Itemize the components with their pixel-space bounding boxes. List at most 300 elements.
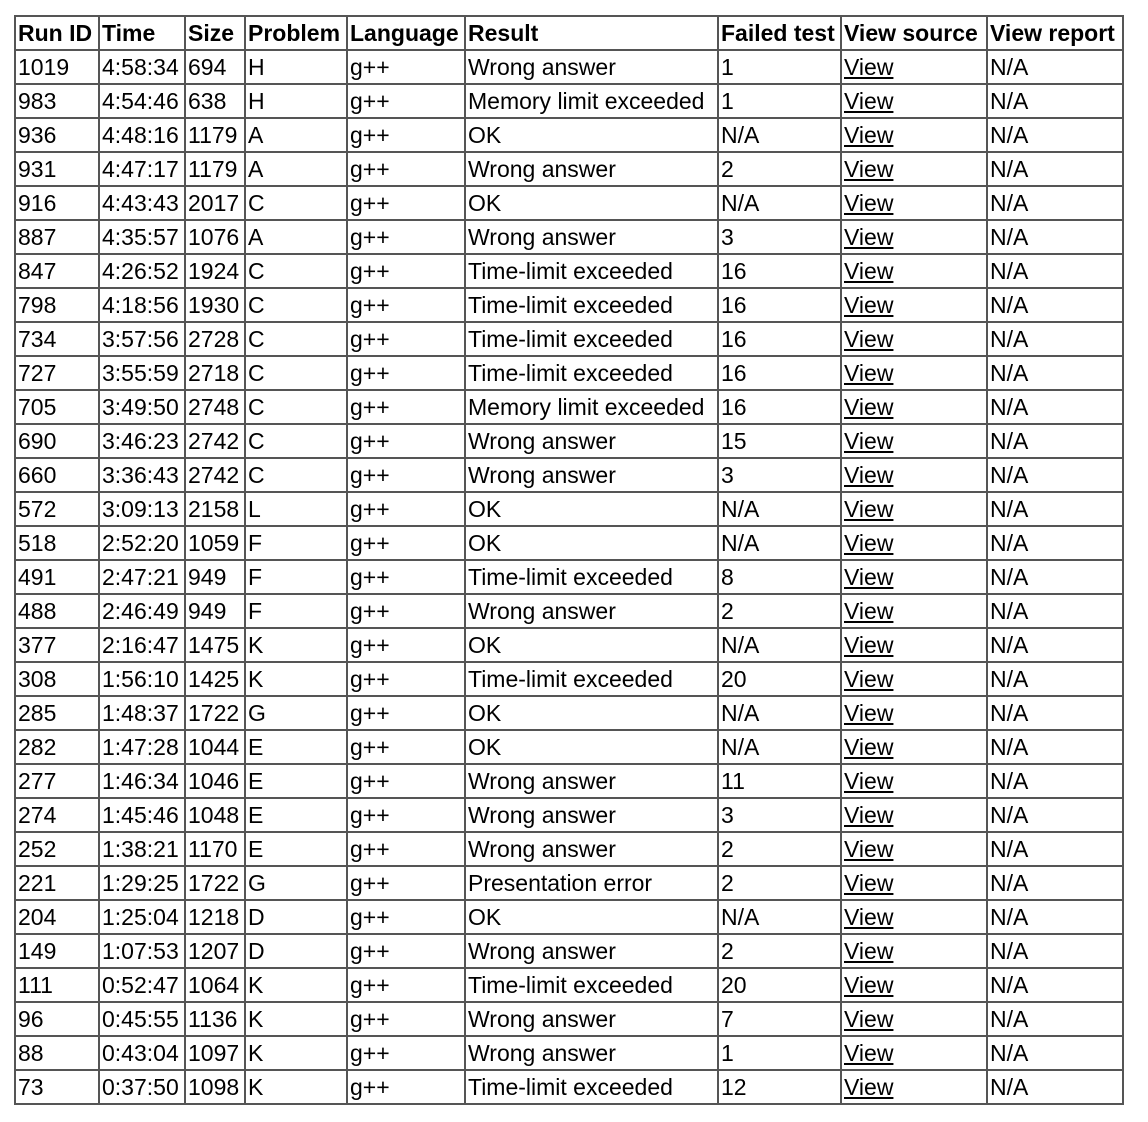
view-source-link[interactable]: View	[844, 1040, 894, 1066]
language-cell: g++	[347, 832, 465, 866]
size-cell: 1170	[185, 832, 245, 866]
header-row	[15, 16, 1123, 50]
table-row	[15, 560, 1123, 594]
size-cell: 1179	[185, 118, 245, 152]
problem-cell: C	[245, 254, 347, 288]
size-cell: 949	[185, 594, 245, 628]
view-source-cell	[841, 628, 987, 662]
table-header	[15, 16, 1123, 50]
view-source-link[interactable]: View	[844, 292, 894, 318]
time-cell: 3:09:13	[99, 492, 185, 526]
failed-test-cell: 16	[718, 390, 841, 424]
table-row	[15, 424, 1123, 458]
table-row	[15, 764, 1123, 798]
result-cell: Wrong answer	[465, 1002, 718, 1036]
failed-test-cell: 1	[718, 1036, 841, 1070]
failed-test-cell: N/A	[718, 492, 841, 526]
failed-test-cell: N/A	[718, 730, 841, 764]
table-row	[15, 900, 1123, 934]
language-cell: g++	[347, 424, 465, 458]
problem-cell: E	[245, 730, 347, 764]
time-cell: 1:56:10	[99, 662, 185, 696]
view-report-cell: N/A	[987, 628, 1123, 662]
result-cell: Wrong answer	[465, 458, 718, 492]
failed-test-cell: 3	[718, 220, 841, 254]
problem-cell: A	[245, 152, 347, 186]
language-cell: g++	[347, 526, 465, 560]
language-cell: g++	[347, 764, 465, 798]
size-cell: 2748	[185, 390, 245, 424]
failed-test-cell: 12	[718, 1070, 841, 1104]
view-source-cell	[841, 832, 987, 866]
run-id-cell: 518	[15, 526, 99, 560]
view-source-link[interactable]: View	[844, 632, 894, 658]
language-cell: g++	[347, 798, 465, 832]
table-row	[15, 390, 1123, 424]
run-id-cell: 488	[15, 594, 99, 628]
view-source-cell	[841, 526, 987, 560]
table-row	[15, 356, 1123, 390]
language-cell: g++	[347, 356, 465, 390]
header-result: Result	[465, 16, 718, 50]
problem-cell: G	[245, 696, 347, 730]
size-cell: 1218	[185, 900, 245, 934]
view-source-link[interactable]: View	[844, 190, 894, 216]
size-cell: 2742	[185, 424, 245, 458]
view-source-link[interactable]: View	[844, 1074, 894, 1100]
view-report-cell: N/A	[987, 458, 1123, 492]
run-id-cell: 798	[15, 288, 99, 322]
table-row	[15, 526, 1123, 560]
run-id-cell: 705	[15, 390, 99, 424]
language-cell: g++	[347, 866, 465, 900]
problem-cell: G	[245, 866, 347, 900]
view-source-link[interactable]: View	[844, 904, 894, 930]
result-cell: Presentation error	[465, 866, 718, 900]
table-row	[15, 118, 1123, 152]
size-cell: 2728	[185, 322, 245, 356]
time-cell: 1:45:46	[99, 798, 185, 832]
table-row	[15, 186, 1123, 220]
problem-cell: E	[245, 832, 347, 866]
result-cell: OK	[465, 186, 718, 220]
failed-test-cell: 8	[718, 560, 841, 594]
view-source-cell	[841, 356, 987, 390]
time-cell: 4:48:16	[99, 118, 185, 152]
run-id-cell: 734	[15, 322, 99, 356]
result-cell: Time-limit exceeded	[465, 356, 718, 390]
view-source-link[interactable]: View	[844, 156, 894, 182]
problem-cell: F	[245, 526, 347, 560]
time-cell: 1:25:04	[99, 900, 185, 934]
view-source-link[interactable]: View	[844, 1006, 894, 1032]
view-source-link[interactable]: View	[844, 836, 894, 862]
problem-cell: D	[245, 900, 347, 934]
language-cell: g++	[347, 288, 465, 322]
result-cell: Time-limit exceeded	[465, 322, 718, 356]
time-cell: 2:47:21	[99, 560, 185, 594]
failed-test-cell: N/A	[718, 526, 841, 560]
view-report-cell: N/A	[987, 730, 1123, 764]
language-cell: g++	[347, 50, 465, 84]
run-id-cell: 96	[15, 1002, 99, 1036]
failed-test-cell: 2	[718, 866, 841, 900]
language-cell: g++	[347, 560, 465, 594]
problem-cell: C	[245, 390, 347, 424]
run-id-cell: 1019	[15, 50, 99, 84]
language-cell: g++	[347, 390, 465, 424]
view-report-cell: N/A	[987, 900, 1123, 934]
language-cell: g++	[347, 1070, 465, 1104]
size-cell: 2742	[185, 458, 245, 492]
table-row	[15, 220, 1123, 254]
view-source-cell	[841, 1036, 987, 1070]
view-source-link[interactable]: View	[844, 88, 894, 114]
table-row	[15, 50, 1123, 84]
view-source-link[interactable]: View	[844, 666, 894, 692]
table-body	[15, 50, 1123, 1104]
run-id-cell: 491	[15, 560, 99, 594]
time-cell: 1:29:25	[99, 866, 185, 900]
time-cell: 4:54:46	[99, 84, 185, 118]
run-id-cell: 377	[15, 628, 99, 662]
failed-test-cell: N/A	[718, 118, 841, 152]
result-cell: OK	[465, 118, 718, 152]
problem-cell: C	[245, 322, 347, 356]
view-source-link[interactable]: View	[844, 700, 894, 726]
table-row	[15, 1002, 1123, 1036]
result-cell: Time-limit exceeded	[465, 254, 718, 288]
problem-cell: F	[245, 594, 347, 628]
view-report-cell: N/A	[987, 356, 1123, 390]
view-source-link[interactable]: View	[844, 360, 894, 386]
view-source-cell	[841, 1002, 987, 1036]
view-source-link[interactable]: View	[844, 938, 894, 964]
run-id-cell: 277	[15, 764, 99, 798]
view-source-cell	[841, 900, 987, 934]
view-source-cell	[841, 50, 987, 84]
language-cell: g++	[347, 254, 465, 288]
view-source-link[interactable]: View	[844, 734, 894, 760]
view-report-cell: N/A	[987, 288, 1123, 322]
result-cell: Wrong answer	[465, 832, 718, 866]
view-report-cell: N/A	[987, 152, 1123, 186]
problem-cell: A	[245, 118, 347, 152]
view-report-cell: N/A	[987, 560, 1123, 594]
view-report-cell: N/A	[987, 220, 1123, 254]
view-source-link[interactable]: View	[844, 326, 894, 352]
language-cell: g++	[347, 84, 465, 118]
view-report-cell: N/A	[987, 968, 1123, 1002]
failed-test-cell: 20	[718, 968, 841, 1002]
size-cell: 1046	[185, 764, 245, 798]
result-cell: Wrong answer	[465, 220, 718, 254]
language-cell: g++	[347, 186, 465, 220]
view-source-link[interactable]: View	[844, 428, 894, 454]
language-cell: g++	[347, 968, 465, 1002]
time-cell: 1:38:21	[99, 832, 185, 866]
run-id-cell: 916	[15, 186, 99, 220]
time-cell: 2:52:20	[99, 526, 185, 560]
view-source-cell	[841, 696, 987, 730]
failed-test-cell: 7	[718, 1002, 841, 1036]
failed-test-cell: 20	[718, 662, 841, 696]
header-view-report: View report	[987, 16, 1123, 50]
view-source-link[interactable]: View	[844, 496, 894, 522]
language-cell: g++	[347, 900, 465, 934]
time-cell: 0:43:04	[99, 1036, 185, 1070]
view-report-cell: N/A	[987, 424, 1123, 458]
time-cell: 3:49:50	[99, 390, 185, 424]
size-cell: 1425	[185, 662, 245, 696]
view-report-cell: N/A	[987, 254, 1123, 288]
view-source-link[interactable]: View	[844, 258, 894, 284]
header-view-source: View source	[841, 16, 987, 50]
result-cell: Wrong answer	[465, 934, 718, 968]
failed-test-cell: 16	[718, 356, 841, 390]
table-row	[15, 288, 1123, 322]
size-cell: 1076	[185, 220, 245, 254]
table-row	[15, 84, 1123, 118]
view-report-cell: N/A	[987, 1002, 1123, 1036]
table-row	[15, 730, 1123, 764]
problem-cell: E	[245, 798, 347, 832]
view-report-cell: N/A	[987, 696, 1123, 730]
language-cell: g++	[347, 152, 465, 186]
view-source-link[interactable]: View	[844, 462, 894, 488]
header-time: Time	[99, 16, 185, 50]
result-cell: Time-limit exceeded	[465, 288, 718, 322]
run-id-cell: 847	[15, 254, 99, 288]
problem-cell: D	[245, 934, 347, 968]
size-cell: 1179	[185, 152, 245, 186]
view-source-link[interactable]: View	[844, 972, 894, 998]
table-row	[15, 458, 1123, 492]
table-row	[15, 628, 1123, 662]
size-cell: 2158	[185, 492, 245, 526]
header-size: Size	[185, 16, 245, 50]
run-id-cell: 983	[15, 84, 99, 118]
failed-test-cell: 3	[718, 798, 841, 832]
problem-cell: K	[245, 1070, 347, 1104]
header-language: Language	[347, 16, 465, 50]
problem-cell: C	[245, 288, 347, 322]
table-row	[15, 152, 1123, 186]
size-cell: 1064	[185, 968, 245, 1002]
view-report-cell: N/A	[987, 1036, 1123, 1070]
view-source-cell	[841, 288, 987, 322]
failed-test-cell: 16	[718, 254, 841, 288]
failed-test-cell: N/A	[718, 696, 841, 730]
size-cell: 1136	[185, 1002, 245, 1036]
view-report-cell: N/A	[987, 322, 1123, 356]
result-cell: OK	[465, 900, 718, 934]
table-row	[15, 1070, 1123, 1104]
result-cell: Memory limit exceeded	[465, 390, 718, 424]
view-report-cell: N/A	[987, 186, 1123, 220]
view-report-cell: N/A	[987, 526, 1123, 560]
view-report-cell: N/A	[987, 84, 1123, 118]
time-cell: 1:07:53	[99, 934, 185, 968]
language-cell: g++	[347, 594, 465, 628]
problem-cell: L	[245, 492, 347, 526]
view-source-link[interactable]: View	[844, 54, 894, 80]
size-cell: 1207	[185, 934, 245, 968]
table-row	[15, 866, 1123, 900]
table-row	[15, 1036, 1123, 1070]
view-source-link[interactable]: View	[844, 394, 894, 420]
language-cell: g++	[347, 730, 465, 764]
view-source-link[interactable]: View	[844, 802, 894, 828]
submissions-table	[14, 15, 1124, 1105]
run-id-cell: 111	[15, 968, 99, 1002]
table-row	[15, 254, 1123, 288]
run-id-cell: 73	[15, 1070, 99, 1104]
view-source-cell	[841, 118, 987, 152]
run-id-cell: 88	[15, 1036, 99, 1070]
table-row	[15, 968, 1123, 1002]
time-cell: 0:45:55	[99, 1002, 185, 1036]
result-cell: Wrong answer	[465, 1036, 718, 1070]
result-cell: OK	[465, 492, 718, 526]
time-cell: 4:35:57	[99, 220, 185, 254]
view-source-link[interactable]: View	[844, 122, 894, 148]
language-cell: g++	[347, 696, 465, 730]
view-source-link[interactable]: View	[844, 530, 894, 556]
time-cell: 3:57:56	[99, 322, 185, 356]
time-cell: 1:47:28	[99, 730, 185, 764]
view-report-cell: N/A	[987, 866, 1123, 900]
view-source-cell	[841, 186, 987, 220]
view-source-cell	[841, 866, 987, 900]
result-cell: Wrong answer	[465, 798, 718, 832]
failed-test-cell: N/A	[718, 900, 841, 934]
failed-test-cell: 1	[718, 50, 841, 84]
result-cell: OK	[465, 730, 718, 764]
problem-cell: K	[245, 1036, 347, 1070]
run-id-cell: 887	[15, 220, 99, 254]
view-source-link[interactable]: View	[844, 768, 894, 794]
language-cell: g++	[347, 1002, 465, 1036]
result-cell: Time-limit exceeded	[465, 1070, 718, 1104]
time-cell: 1:46:34	[99, 764, 185, 798]
view-report-cell: N/A	[987, 798, 1123, 832]
run-id-cell: 252	[15, 832, 99, 866]
problem-cell: E	[245, 764, 347, 798]
view-report-cell: N/A	[987, 764, 1123, 798]
view-source-link[interactable]: View	[844, 224, 894, 250]
language-cell: g++	[347, 1036, 465, 1070]
language-cell: g++	[347, 628, 465, 662]
run-id-cell: 149	[15, 934, 99, 968]
view-source-cell	[841, 730, 987, 764]
run-id-cell: 931	[15, 152, 99, 186]
run-id-cell: 204	[15, 900, 99, 934]
size-cell: 1930	[185, 288, 245, 322]
result-cell: Time-limit exceeded	[465, 968, 718, 1002]
view-report-cell: N/A	[987, 1070, 1123, 1104]
view-source-cell	[841, 560, 987, 594]
time-cell: 0:37:50	[99, 1070, 185, 1104]
size-cell: 2718	[185, 356, 245, 390]
table-row	[15, 492, 1123, 526]
size-cell: 638	[185, 84, 245, 118]
time-cell: 2:16:47	[99, 628, 185, 662]
result-cell: Time-limit exceeded	[465, 662, 718, 696]
problem-cell: K	[245, 628, 347, 662]
failed-test-cell: 2	[718, 152, 841, 186]
time-cell: 0:52:47	[99, 968, 185, 1002]
view-report-cell: N/A	[987, 662, 1123, 696]
table-row	[15, 934, 1123, 968]
view-source-cell	[841, 1070, 987, 1104]
problem-cell: C	[245, 356, 347, 390]
view-report-cell: N/A	[987, 390, 1123, 424]
view-report-cell: N/A	[987, 832, 1123, 866]
view-report-cell: N/A	[987, 492, 1123, 526]
header-run-id: Run ID	[15, 16, 99, 50]
size-cell: 1722	[185, 696, 245, 730]
view-report-cell: N/A	[987, 934, 1123, 968]
failed-test-cell: 2	[718, 832, 841, 866]
failed-test-cell: 16	[718, 322, 841, 356]
run-id-cell: 936	[15, 118, 99, 152]
view-source-cell	[841, 764, 987, 798]
problem-cell: K	[245, 662, 347, 696]
view-source-link[interactable]: View	[844, 870, 894, 896]
view-source-cell	[841, 492, 987, 526]
size-cell: 694	[185, 50, 245, 84]
failed-test-cell: 2	[718, 934, 841, 968]
view-report-cell: N/A	[987, 118, 1123, 152]
failed-test-cell: 16	[718, 288, 841, 322]
result-cell: Wrong answer	[465, 594, 718, 628]
run-id-cell: 727	[15, 356, 99, 390]
run-id-cell: 285	[15, 696, 99, 730]
failed-test-cell: 15	[718, 424, 841, 458]
time-cell: 3:55:59	[99, 356, 185, 390]
language-cell: g++	[347, 934, 465, 968]
view-source-cell	[841, 322, 987, 356]
view-source-cell	[841, 254, 987, 288]
view-source-cell	[841, 152, 987, 186]
view-source-cell	[841, 968, 987, 1002]
failed-test-cell: 3	[718, 458, 841, 492]
size-cell: 1059	[185, 526, 245, 560]
failed-test-cell: 1	[718, 84, 841, 118]
failed-test-cell: 2	[718, 594, 841, 628]
view-source-cell	[841, 220, 987, 254]
run-id-cell: 308	[15, 662, 99, 696]
view-report-cell: N/A	[987, 594, 1123, 628]
time-cell: 4:43:43	[99, 186, 185, 220]
time-cell: 4:26:52	[99, 254, 185, 288]
problem-cell: C	[245, 458, 347, 492]
result-cell: Wrong answer	[465, 50, 718, 84]
problem-cell: K	[245, 1002, 347, 1036]
time-cell: 2:46:49	[99, 594, 185, 628]
result-cell: OK	[465, 696, 718, 730]
view-source-cell	[841, 594, 987, 628]
language-cell: g++	[347, 220, 465, 254]
view-source-cell	[841, 390, 987, 424]
view-source-cell	[841, 798, 987, 832]
time-cell: 1:48:37	[99, 696, 185, 730]
view-source-cell	[841, 424, 987, 458]
view-source-link[interactable]: View	[844, 564, 894, 590]
view-source-link[interactable]: View	[844, 598, 894, 624]
result-cell: OK	[465, 628, 718, 662]
